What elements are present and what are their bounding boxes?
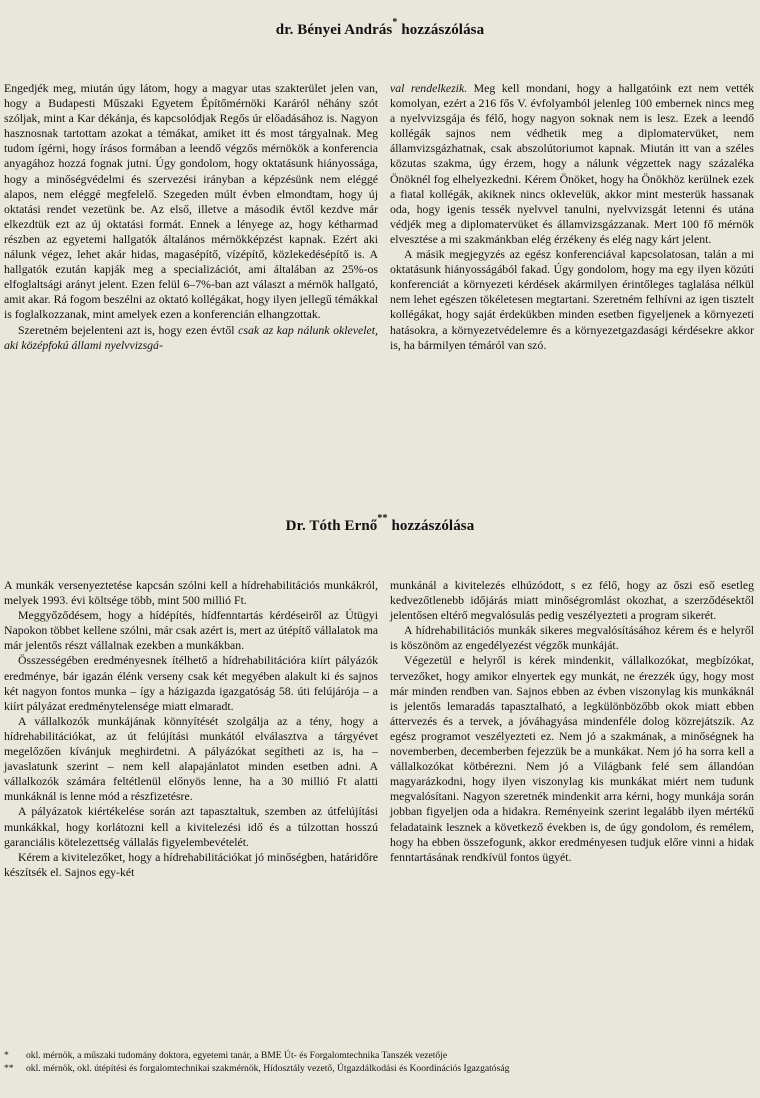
paragraph: A másik megjegyzés az egész konferenciával kapcsolatosan, talán a mi oktatásunk hiányosságából fakad. Úgy gondolom, hogy ma egy ilyen közúti konferenciát a környezeti kérdések akármilyen érintőleges taglalása nélkül nem lehet egészen tökéletesen megtartani. Szeretném felhívni az igen tisztelt kollégákat, hogy saját érdekükben minden esetben figyeljenek a környezeti hatásokra, a környezetvédelemre és a környezetgazdasági kérdésekre akkor is, ha bármilyen témáról van szó. [390, 247, 754, 352]
paragraph: Kérem a kivitelezőket, hogy a hídrehabilitációkat jó minőségben, határidőre készítsék el. Sajnos egy-két [4, 849, 378, 879]
footnote-mark: * [4, 1050, 9, 1061]
footnote [4, 1049, 754, 1062]
paragraph: Végezetül e helyről is kérek mindenkit, vállalkozókat, megbízókat, tervezőket, hogy amikor elnyertek egy munkát, ne érezzék úgy, hogy most már minden rendben van. Sajnos ebben az évben viszonylag kis munkáknál is jelentős lemaradás tapasztalható, a legkülönbözőbb okok miatt ebben áttervezés és a tervek, a jóváhagyása mindenféle dolog közrejátszik. Az egész programot veszélyezteti ez. Nem jó a szakmának, a minőségnek ha novemberben, decemberben fejezzük be a munkákat. Nem jó ha sorra kell a vállalkozókat kötbérezni. Nem jó a Világbank felé sem állandóan magyarázkodni, hogy ilyen viszonylag kis munkákat miért nem tudunk megvalósítani. Nagyon szeretnék mindenkit arra kérni, hogy munkája során jobban figyeljen oda a hidakra. Reményeink szerint legalább ilyen mértékű feladataink lesznek a következő években is, de úgy gondolom, és remélem, hogy ha ebben összefogunk, akkor eredményesen tudjuk előre vinni a hidak fenntartásának rendkívül fontos ügyét. [390, 653, 754, 864]
paragraph-text: Szeretném bejelenteni azt is, hogy ezen évtől [18, 322, 235, 337]
section1-author-name: dr. Bényei András [275, 22, 393, 38]
section1-heading-suffix: hozzászólása [401, 22, 485, 38]
paragraph: Meggyőződésem, hogy a hídépítés, hídfenntartás kérdéseiről az Útügyi Napokon többet kellene szólni, már csak azért is, mert az útépítő vállalatok ma már jelentős részt vállalnak ezekben a munkákban. [4, 608, 378, 653]
footnote [4, 1062, 754, 1075]
paragraph: A vállalkozók munkájának könnyítését szolgálja az a tény, hogy a hídrehabilitációkat, az út felújítási munkától elválasztva a tárgyévet megelőzően kívánjuk meghirdetni. A pályázókat segítheti az is, ha – javaslatunk szerint – nem kell alapajánlatot minden esetben adni. A vállalkozók számára feltétlenül előnyös lenne, ha a 30 millió Ft alatti munkáknál is lenne mód a részfizetésre. [4, 713, 378, 804]
section1-right-column [390, 81, 754, 353]
section2-heading-suffix: hozzászólása [391, 518, 475, 534]
italic-phrase: val rendelkezik. [390, 81, 468, 95]
section2-author-name: Dr. Tóth Ernő [285, 518, 378, 534]
paragraph: A munkák versenyeztetése kapcsán szólni kell a hídrehabilitációs munkákról, melyek 1993. évi költsége több, mint 500 millió Ft. [4, 578, 378, 608]
paragraph: munkánál a kivitelezés elhúzódott, s ez félő, hogy az őszi eső esetleg kedvezőtlenebb időjárás miatt minőségromlást okozhat, a szerződésektől jelentősen eltérő megvalósulás pedig veszélyezteti a program sikerét. [390, 578, 754, 623]
paragraph: A hídrehabilitációs munkák sikeres megvalósításához kérem és e helyről is köszönöm az engedélyezést végzők munkáját. [390, 623, 754, 653]
footnote-mark: ** [4, 1063, 14, 1074]
italic-phrase: csak az kap nálunk oklevelet, aki középfokú állami nyelvvizsgá- [4, 322, 378, 352]
paragraph [390, 81, 754, 247]
section1-heading [0, 17, 760, 39]
section2-heading [0, 513, 760, 535]
footnote-text: okl. mérnök, a műszaki tudomány doktora, egyetemi tanár, a BME Út- és Forgalomtechnika Tanszék vezetője [26, 1050, 448, 1061]
section1-left-column [4, 81, 378, 353]
section1-footnote-mark: * [392, 17, 398, 28]
paragraph-text: Meg kell mondani, hogy a hallgatóink ezt nem vették komolyan, ezért a 216 fős V. évfolyamból jelenleg 100 embernek nincs meg a nyelvvizsgája és félő, hogy nagyon soknak nem is lesz. Ezek a leendő kollégák sajnos nem védhetik meg a diplomatervüket, nem államvizsgázhatnak, csak abszolútoriumot kapnak. Miután itt van a széles közutas szakma, úgy érzem, hogy a nálunk végzettek nagy százaléka Önöknél fog elhelyezkedni. Kérem Önöket, hogy ha Önökhöz kerülnek ezek a fiatal kollégák, akiknek nincs oklevelük, akkor mint mesterük hassanak oda, hogy igenis tessék nyelvvel tanulni, nyelvvizsgát letenni és utána védjék meg a diplomatervüket és államvizsgázzanak. Mert 100 fő mérnök elvesztése a mi szakmánkban elég érzékeny és elég nagy kárt jelent. [390, 81, 754, 246]
footnote-text: okl. mérnök, okl. útépítési és forgalomtechnikai szakmérnök, Hídosztály vezető, Útgazdálkodási és Koordinációs Igazgatóság [26, 1063, 510, 1074]
section2-footnote-mark: ** [377, 513, 388, 524]
paragraph [4, 323, 378, 353]
section2-right-column [390, 578, 754, 865]
footnotes [4, 1049, 754, 1075]
paragraph: A pályázatok kiértékelése során azt tapasztaltuk, szemben az útfelújítási munkákkal, hogy korlátozni kell a kivitelezési idő és a túlzottan hosszú garanciális kötelezettség vállalás figyelembevételét. [4, 804, 378, 849]
paragraph: Engedjék meg, miután úgy látom, hogy a magyar utas szakterület jelen van, hogy a Budapesti Műszaki Egyetem Építőmérnöki Karáról néhány szót szóljak, mint a Kar dékánja, és kapcsolódjak Regős úr előadásához is. Nagyon hasznosnak tartottam azokat a témákat, amiket itt és most tárgyalnak. Meg tudom ígérni, hogy írásos formában a leendő végzős mérnökök a konferencia anyagához hozzá fognak jutni. Úgy gondolom, hogy oktatásunk hiányossága, hogy a minőségvédelmi és szervezési irányban a képzésünk nem eléggé alapos, nem eléggé megfelelő. Szegeden múlt évben elmondtam, hogy új oktatási rendet vezetünk be. Az első, illetve a második évtől kezdve már elkezdtük ezt az új oktatási formát. Ennek a lényege az, hogy kétharmad részben az egyetemi hallgatók általános mérnökképzést kapnak. Ezért aki nálunk végez, lehet akár hidas, magasépítő, vízépítő, közlekedésépítő is. A hallgatók ezután kapják meg a specializációt, ami általában az 25%-os elfoglaltsági arányt jelent. Ezen felül 6–7%-ban azt választ a mérnök hallgató, amit akar. Rá fogom beszélni az oktató kollégákat, hogy ilyen jellegű témákkal is foglalkozzanak, mint amelyek ezen a konferencián elhangzottak. [4, 81, 378, 322]
paragraph: Összességében eredményesnek ítélhető a hídrehabilitációra kiírt pályázók eredménye, bár igazán élénk verseny csak két megyében alakult ki és sajnos két nagyon fontos munka – így a házigazda igazgatóság 58. úti felújárója – a kiírt pályázat eredménytelensége miatt elmaradt. [4, 653, 378, 713]
section2-left-column [4, 578, 378, 880]
